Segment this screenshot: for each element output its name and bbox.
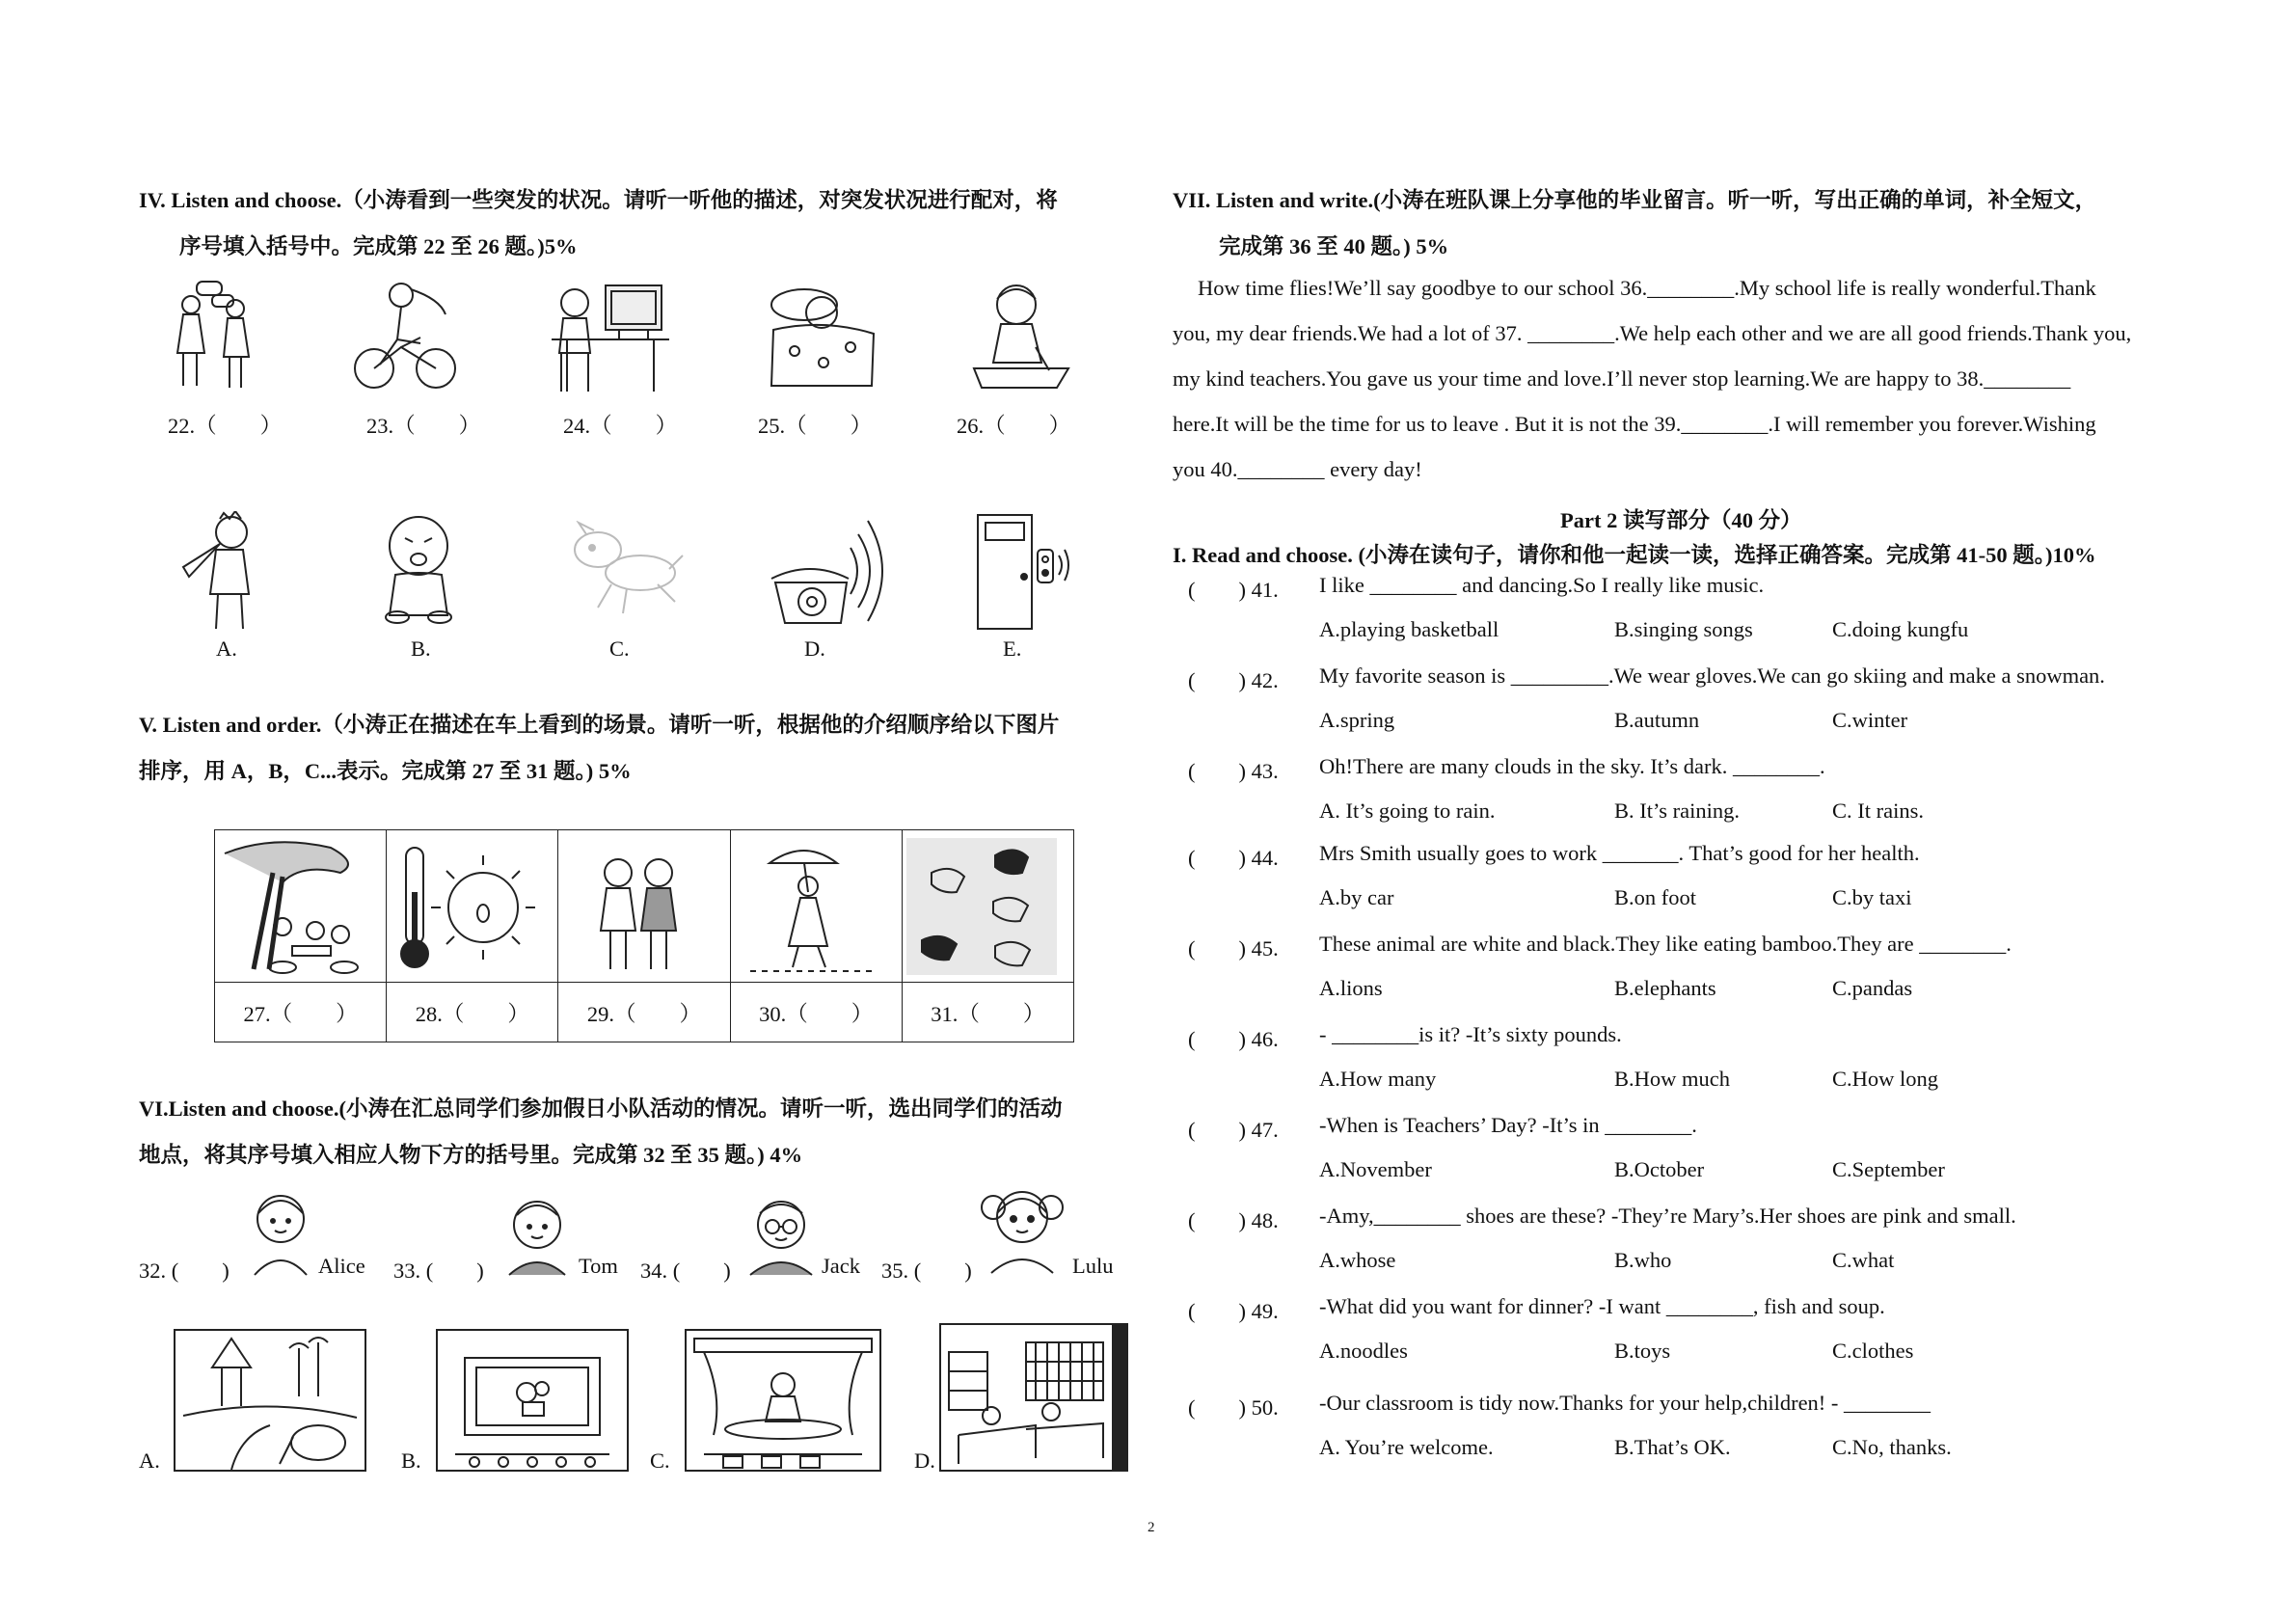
sec6-title-line1: VI.Listen and choose.(小涛在汇总同学们参加假日小队活动的情况。请听一听，选出同学们的活动 — [139, 1096, 1063, 1121]
item-question: - ________is it? -It’s sixty pounds. — [1319, 1022, 1622, 1046]
item-question: Oh!There are many clouds in the sky. It’s dark. ________. — [1319, 754, 1825, 778]
item-number: ( ) 43. — [1188, 759, 1279, 783]
item-number: ( ) 44. — [1188, 846, 1279, 870]
zoo-park-picture — [174, 1329, 366, 1472]
option-d: D. — [804, 636, 825, 661]
item-option-b: B.toys — [1614, 1339, 1671, 1363]
item-option-a: A.lions — [1319, 976, 1383, 1000]
option-c: C. — [609, 636, 630, 661]
alice-avatar — [247, 1184, 314, 1277]
hot-sun-cell — [387, 830, 558, 983]
passage-line-5: you 40.________ every day! — [1173, 457, 1422, 481]
item-option-a: A.playing basketball — [1319, 617, 1499, 641]
jack-avatar — [744, 1190, 818, 1277]
sick-boy-in-bed-picture — [766, 280, 879, 392]
item-option-a: A.noodles — [1319, 1339, 1408, 1363]
part2-title: Part 2 读写部分（40 分） — [1560, 508, 1802, 532]
item-option-c: C.by taxi — [1832, 885, 1912, 909]
theatre-stage-picture — [685, 1329, 881, 1472]
sec4-title-line2: 序号填入括号中。完成第 22 至 26 题。)5% — [179, 234, 578, 258]
passage-line-2: you, my dear friends.We had a lot of 37. ________.We help each other and we are all good friends.Thank you, — [1173, 321, 2132, 345]
cats-playing-cell — [902, 830, 1073, 983]
question-23: 23.（ ） — [366, 414, 481, 438]
sec5-title-line1: V. Listen and order.（小涛正在描述在车上看到的场景。请听一听，根据他的介绍顺序给以下图片 — [139, 713, 1060, 737]
lulu-name: Lulu — [1072, 1254, 1114, 1278]
item-option-b: B.That’s OK. — [1614, 1435, 1731, 1459]
cinema-picture — [436, 1329, 629, 1472]
boy-playing-trumpet-picture — [177, 511, 274, 631]
question-26: 26.（ ） — [957, 414, 1071, 438]
item-question: -When is Teachers’ Day? -It’s in ________. — [1319, 1113, 1697, 1137]
page-number: 2 — [1148, 1520, 1155, 1535]
item-option-c: C.clothes — [1832, 1339, 1914, 1363]
passage-line-4: here.It will be the time for us to leave . But it is not the 39.________.I will remember you forever.Wishing — [1173, 412, 2096, 436]
item-option-c: C.doing kungfu — [1832, 617, 1969, 641]
item-option-c: C.what — [1832, 1248, 1895, 1272]
crying-baby-picture — [370, 511, 467, 627]
order-cell-30: 30.（ ） — [730, 983, 902, 1042]
item-question: Mrs Smith usually goes to work _______. That’s good for her health. — [1319, 841, 1920, 865]
item-option-c: C. It rains. — [1832, 798, 1924, 823]
lulu-avatar — [978, 1178, 1067, 1275]
two-girls-talking-picture — [162, 276, 268, 392]
ringing-telephone-picture — [762, 511, 897, 631]
place-label-a: A. — [139, 1448, 160, 1473]
item-option-c: C.How long — [1832, 1067, 1939, 1091]
item-number: ( ) 46. — [1188, 1027, 1279, 1051]
sec7-title-line2: 完成第 36 至 40 题。) 5% — [1219, 234, 1449, 258]
sec6-title-line2: 地点，将其序号填入相应人物下方的括号里。完成第 32 至 35 题。) 4% — [139, 1143, 803, 1167]
question-22: 22.（ ） — [168, 414, 283, 438]
sec7-title-line1: VII. Listen and write.(小涛在班队课上分享他的毕业留言。听一听，写出正确的单词，补全短文， — [1173, 188, 2097, 212]
item-option-a: A.How many — [1319, 1067, 1437, 1091]
girl-on-bicycle-picture — [353, 280, 459, 392]
item-question: I like ________ and dancing.So I really like music. — [1319, 573, 1765, 597]
item-question: -Amy,________ shoes are these? -They’re Mary’s.Her shoes are pink and small. — [1319, 1204, 2016, 1228]
park-chess-cell — [215, 830, 387, 983]
item-option-c: C.winter — [1832, 708, 1908, 732]
item-option-b: B.on foot — [1614, 885, 1697, 909]
door-with-doorbell-picture — [972, 511, 1078, 631]
item-option-c: C.September — [1832, 1157, 1945, 1181]
item-option-b: B. It’s raining. — [1614, 798, 1740, 823]
item-option-b: B.elephants — [1614, 976, 1716, 1000]
option-e: E. — [1003, 636, 1022, 661]
place-label-d: D. — [914, 1448, 935, 1473]
order-cell-28: 28.（ ） — [387, 983, 558, 1042]
item-option-a: A.spring — [1319, 708, 1395, 732]
item-number: ( ) 42. — [1188, 668, 1279, 692]
woman-with-umbrella-cell — [730, 830, 902, 983]
girl-writing-picture — [968, 280, 1074, 392]
item-number: ( ) 49. — [1188, 1299, 1279, 1323]
item-number: ( ) 45. — [1188, 936, 1279, 961]
passage-line-1: How time flies!We’ll say goodbye to our school 36.________.My school life is really wonderful.Thank — [1198, 276, 2096, 300]
item-question: -Our classroom is tidy now.Thanks for your help,children! - ________ — [1319, 1391, 1931, 1415]
item-question: My favorite season is _________.We wear gloves.We can go skiing and make a snowman. — [1319, 663, 2105, 688]
place-label-c: C. — [650, 1448, 670, 1473]
order-table — [214, 829, 1074, 1042]
jack-name: Jack — [822, 1254, 860, 1278]
item-option-c: C.No, thanks. — [1832, 1435, 1952, 1459]
alice-name: Alice — [318, 1254, 365, 1278]
item-option-c: C.pandas — [1832, 976, 1913, 1000]
item-number: ( ) 50. — [1188, 1395, 1279, 1420]
option-b: B. — [411, 636, 431, 661]
item-question: These animal are white and black.They like eating bamboo.They are ________. — [1319, 932, 2012, 956]
girls-eating-icecream-cell — [558, 830, 730, 983]
question-33: 33. ( ) — [393, 1259, 484, 1283]
item-option-b: B.who — [1614, 1248, 1672, 1272]
place-label-b: B. — [401, 1448, 421, 1473]
item-number: ( ) 48. — [1188, 1208, 1279, 1232]
order-cell-31: 31.（ ） — [902, 983, 1073, 1042]
library-picture — [939, 1323, 1128, 1472]
item-question: -What did you want for dinner? -I want ________, fish and soup. — [1319, 1294, 1885, 1318]
question-34: 34. ( ) — [640, 1259, 731, 1283]
item-option-a: A.by car — [1319, 885, 1394, 909]
item-number: ( ) 47. — [1188, 1118, 1279, 1142]
order-cell-27: 27.（ ） — [215, 983, 387, 1042]
item-option-a: A.November — [1319, 1157, 1432, 1181]
passage-line-3: my kind teachers.You gave us your time and love.I’ll never stop learning.We are happy to 38.________ — [1173, 366, 2071, 391]
running-dog-picture — [569, 521, 685, 617]
tom-avatar — [503, 1190, 571, 1277]
sec5-title-line2: 排序，用 A，B，C...表示。完成第 27 至 31 题。) 5% — [139, 759, 632, 783]
boy-at-computer-picture — [548, 280, 673, 393]
sec4-title-line1: IV. Listen and choose.（小涛看到一些突发的状况。请听一听他的描述，对突发状况进行配对，将 — [139, 188, 1058, 212]
question-35: 35. ( ) — [881, 1259, 972, 1283]
part2-sec1-title: I. Read and choose. (小涛在读句子，请你和他一起读一读，选择正确答案。完成第 41-50 题。)10% — [1173, 543, 2096, 567]
question-24: 24.（ ） — [563, 414, 678, 438]
item-option-a: A.whose — [1319, 1248, 1396, 1272]
item-option-b: B.singing songs — [1614, 617, 1753, 641]
order-cell-29: 29.（ ） — [558, 983, 730, 1042]
item-option-b: B.How much — [1614, 1067, 1730, 1091]
item-option-a: A. You’re welcome. — [1319, 1435, 1494, 1459]
item-option-b: B.October — [1614, 1157, 1705, 1181]
question-25: 25.（ ） — [758, 414, 873, 438]
item-number: ( ) 41. — [1188, 578, 1279, 602]
item-option-b: B.autumn — [1614, 708, 1700, 732]
option-a: A. — [216, 636, 237, 661]
item-option-a: A. It’s going to rain. — [1319, 798, 1496, 823]
question-32: 32. ( ) — [139, 1259, 230, 1283]
tom-name: Tom — [579, 1254, 618, 1278]
